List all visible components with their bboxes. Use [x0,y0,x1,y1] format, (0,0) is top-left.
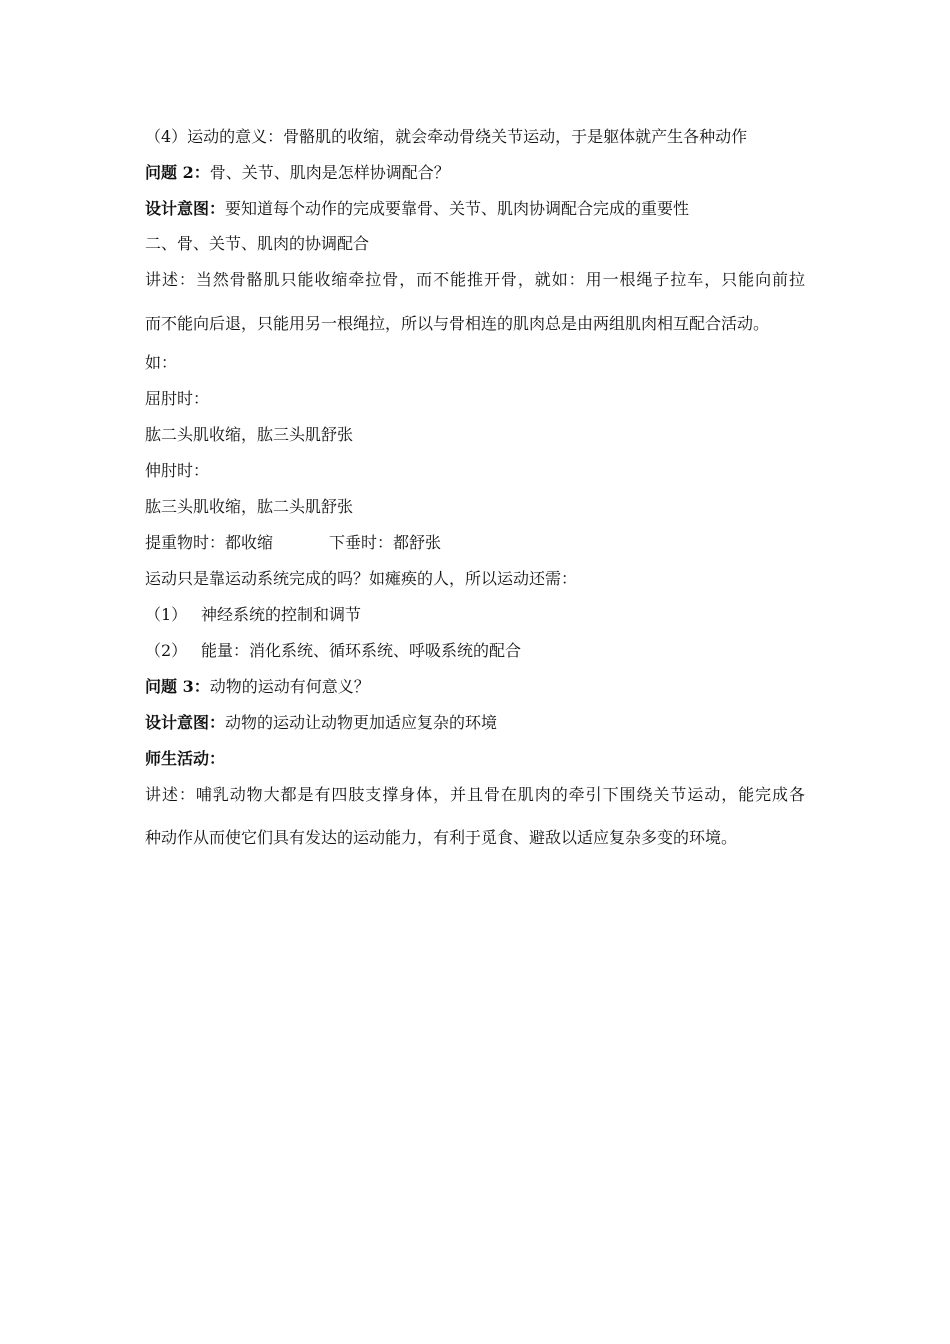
flex-elbow-detail: 肱二头肌收缩，肱三头肌舒张 [145,425,354,444]
design-intent-2-text: 动物的运动让动物更加适应复杂的环境 [225,713,498,732]
weight-and-hang-line [145,533,441,553]
hang-down-text: 下垂时：都舒张 [329,533,442,552]
extend-elbow-detail: 肱三头肌收缩，肱二头肌舒张 [145,497,354,516]
list-item-2-text: 能量：消化系统、循环系统、呼吸系统的配合 [201,641,522,660]
lecture-2-line-2: 种动作从而使它们具有发达的运动能力，有利于觅食、避敌以适应复杂多变的环境。 [145,828,738,847]
design-intent-2 [145,713,497,733]
question-2 [145,163,450,183]
section-heading-2: 二、骨、关节、肌肉的协调配合 [145,234,370,253]
question-3-text: 动物的运动有何意义？ [209,677,370,696]
example-intro: 如： [145,353,178,372]
list-item-1-text: 神经系统的控制和调节 [201,605,362,624]
lift-weight-text: 提重物时：都收缩 [145,533,274,552]
extend-elbow-label: 伸肘时： [145,461,210,480]
lecture-1-line-1: 讲述：当然骨骼肌只能收缩牵拉骨，而不能推开骨，就如：用一根绳子拉车，只能向前拉 [145,270,805,289]
motion-question: 运动只是靠运动系统完成的吗？如瘫痪的人，所以运动还需： [145,569,578,588]
design-intent-1-text: 要知道每个动作的完成要靠骨、关节、肌肉协调配合完成的重要性 [225,199,690,218]
lecture-2-line-1: 讲述：哺乳动物大都是有四肢支撑身体，并且骨在肌肉的牵引下围绕关节运动，能完成各 [145,785,805,804]
design-intent-1-label: 设计意图： [145,199,226,218]
lecture-1-line-2: 而不能向后退，只能用另一根绳拉，所以与骨相连的肌肉总是由两组肌肉相互配合活动。 [145,314,770,333]
question-2-label: 问题 2： [145,163,210,182]
list-item-1 [145,605,361,625]
text-line-motion-meaning: （4）运动的意义：骨骼肌的收缩，就会牵动骨绕关节运动，于是躯体就产生各种动作 [145,127,748,146]
teacher-student-activity: 师生活动： [145,749,226,768]
flex-elbow-label: 屈肘时： [145,389,210,408]
question-2-text: 骨、关节、肌肉是怎样协调配合？ [209,163,450,182]
question-3-label: 问题 3： [145,677,210,696]
design-intent-1 [145,199,689,219]
list-item-1-number: （1） [145,605,188,624]
list-item-2 [145,641,521,661]
question-3 [145,677,370,697]
design-intent-2-label: 设计意图： [145,713,226,732]
list-item-2-number: （2） [145,641,188,660]
